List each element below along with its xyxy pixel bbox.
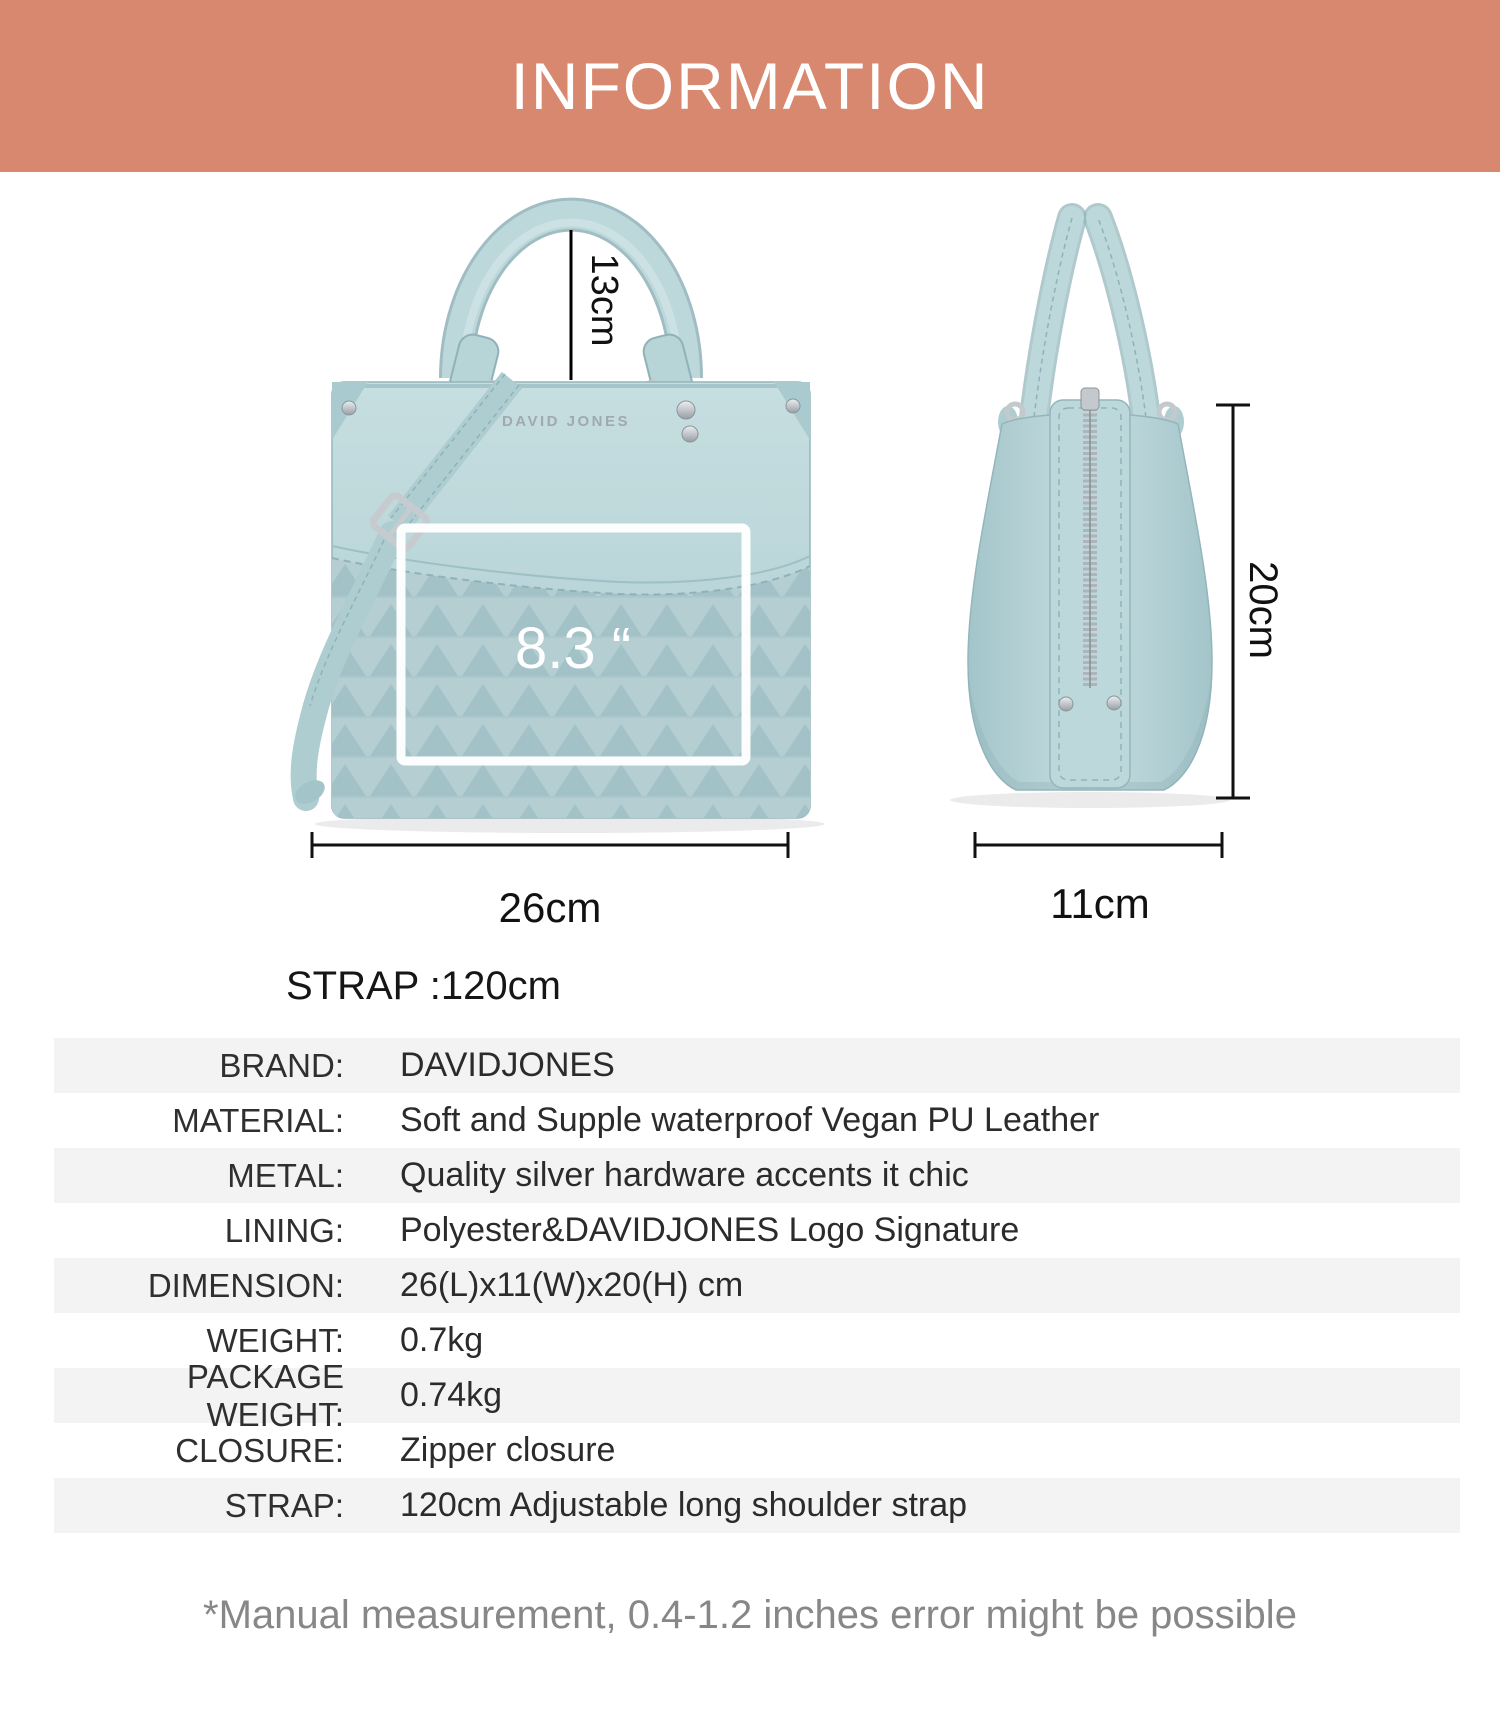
table-row: [54, 1203, 1460, 1258]
spec-label: BRAND:: [219, 1046, 344, 1084]
spec-value: Polyester&DAVIDJONES Logo Signature: [400, 1211, 1020, 1249]
side-rivet-right-icon: [1107, 696, 1121, 710]
spec-value: Quality silver hardware accents it chic: [400, 1156, 969, 1194]
table-row: [54, 1357, 1460, 1433]
spec-label: CLOSURE:: [175, 1431, 344, 1469]
length-dimension-line: [312, 832, 788, 858]
stud-bottom-icon: [682, 426, 698, 442]
stud-top-icon: [677, 401, 695, 419]
spec-table: [54, 1038, 1460, 1533]
spec-value: Soft and Supple waterproof Vegan PU Leather: [400, 1101, 1100, 1139]
strap-length-note: STRAP :120cm: [286, 964, 561, 1008]
brand-logo-text: DAVID JONES: [501, 413, 631, 430]
table-row: [54, 1093, 1460, 1148]
spec-value: 120cm Adjustable long shoulder strap: [400, 1486, 968, 1524]
rivet-right-icon: [786, 399, 800, 413]
zipper-pull-icon: [1081, 388, 1099, 410]
spec-label: DIMENSION:: [147, 1266, 344, 1304]
front-bag-view: [291, 215, 825, 931]
spec-value: 26(L)x11(W)x20(H) cm: [400, 1266, 744, 1304]
side-rivet-left-icon: [1059, 697, 1073, 711]
side-bag-view: [950, 218, 1285, 927]
width-dimension-line: [975, 832, 1222, 858]
table-row: [54, 1423, 1460, 1478]
length-dimension-label: 26cm: [498, 884, 602, 931]
width-dimension-label: 11cm: [1050, 880, 1150, 927]
handle-drop-dimension-label: 13cm: [583, 253, 625, 347]
page-title: INFORMATION: [510, 49, 990, 123]
spec-label: STRAP:: [224, 1486, 344, 1524]
spec-label: METAL:: [227, 1156, 344, 1194]
spec-label: WEIGHT:: [206, 1321, 344, 1359]
table-row: [54, 1478, 1460, 1533]
tablet-fit-label: 8.3 “: [514, 616, 632, 681]
spec-value: DAVIDJONES: [400, 1046, 615, 1084]
spec-label: PACKAGE WEIGHT:: [186, 1357, 344, 1433]
spec-label: MATERIAL:: [172, 1101, 344, 1139]
height-dimension-label: 20cm: [1241, 561, 1285, 659]
table-row: [54, 1258, 1460, 1313]
table-row: [54, 1038, 1460, 1093]
table-row: [54, 1148, 1460, 1203]
spec-value: Zipper closure: [400, 1431, 616, 1469]
spec-value: 0.74kg: [400, 1376, 503, 1414]
product-illustration: [0, 172, 1500, 1038]
side-bag-shadow: [950, 792, 1230, 808]
measurement-note: *Manual measurement, 0.4-1.2 inches error might be possible: [203, 1593, 1297, 1637]
side-zipper: [1050, 388, 1130, 788]
spec-value: 0.7kg: [400, 1321, 484, 1359]
spec-label: LINING:: [224, 1211, 344, 1249]
rivet-left-icon: [342, 401, 356, 415]
header-banner: [0, 0, 1500, 172]
